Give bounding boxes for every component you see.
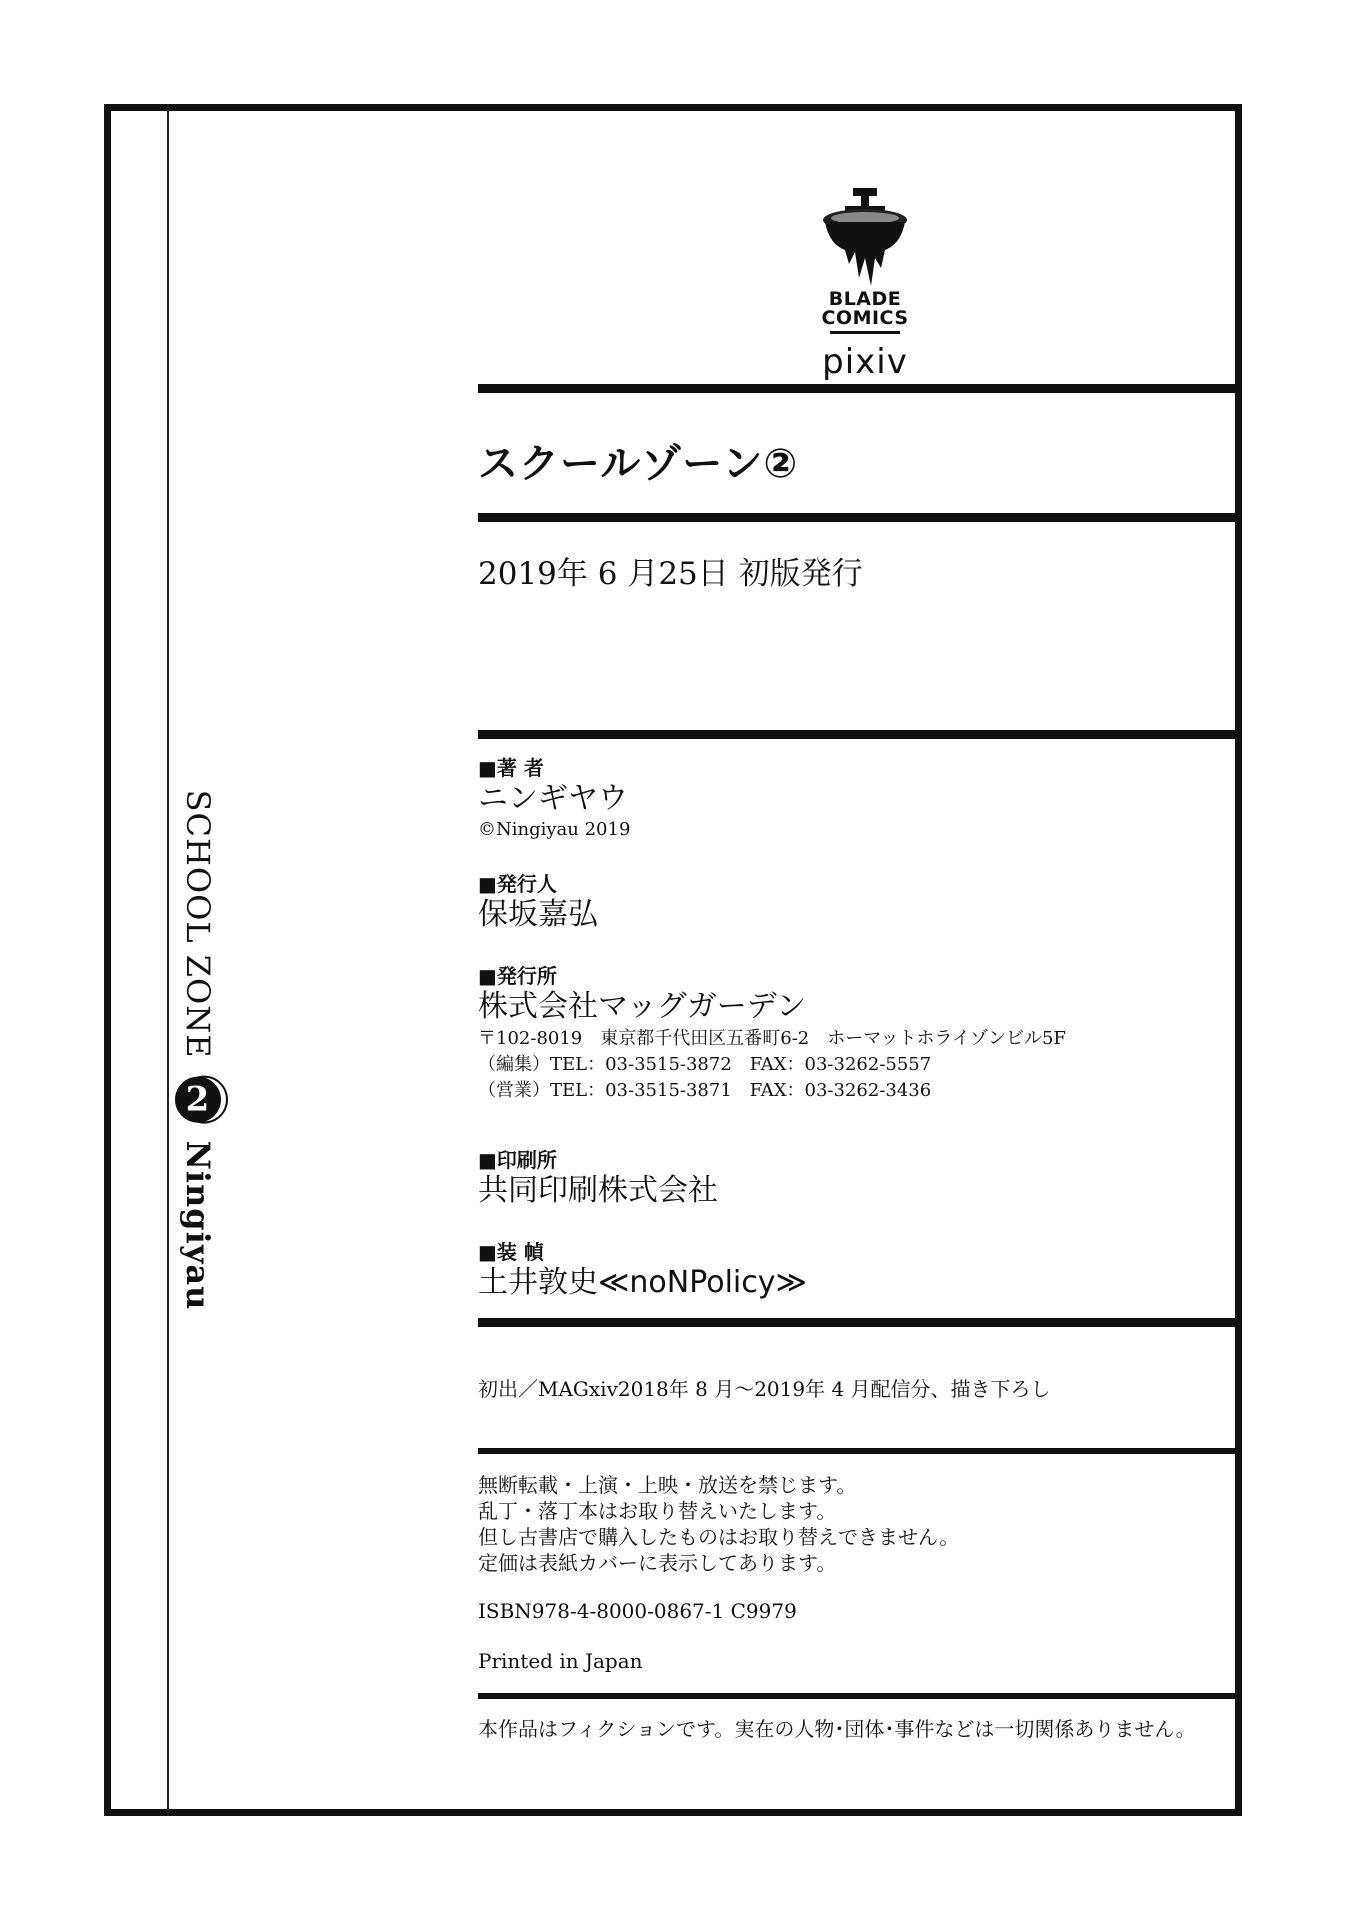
spine-label [175, 790, 221, 1311]
issuer-section [478, 872, 598, 934]
design-section [478, 1240, 807, 1302]
printer-label: ■印刷所 [478, 1148, 557, 1172]
brand-underline [830, 331, 900, 334]
design-label: ■装 幀 [478, 1240, 544, 1264]
blade-comics-logo [810, 188, 920, 382]
anvil-logo-icon [819, 188, 911, 290]
notice-item: 乱丁・落丁本はお取り替えいたします。 [478, 1499, 837, 1523]
publisher-address: 〒102-8019 東京都千代田区五番町6-2 ホーマットホライゾンビル5F [478, 1028, 1066, 1049]
divider-first-appearance [478, 1318, 1242, 1327]
isbn: ISBN978-4-8000-0867-1 C9979 [478, 1599, 797, 1623]
publisher-label: ■発行所 [478, 964, 557, 988]
issuer-label: ■発行人 [478, 872, 557, 896]
first-appearance: 初出／MAGxiv2018年 8 月〜2019年 4 月配信分、描き下ろし [478, 1377, 1051, 1401]
fiction-notice: 本作品はフィクションです。実在の人物･団体･事件などは一切関係ありません。 [478, 1717, 1196, 1741]
divider-notices [478, 1448, 1242, 1454]
divider-title [478, 513, 1242, 522]
editorial-contact: （編集）TEL：03-3515-3872 FAX：03-3262-5557 [478, 1054, 932, 1075]
pixiv-logo: pixiv [822, 342, 908, 382]
issuer-name: 保坂嘉弘 [478, 897, 598, 932]
book-title: スクールゾーン② [478, 441, 799, 487]
author-label: ■著 者 [478, 756, 544, 780]
sales-contact: （営業）TEL：03-3515-3871 FAX：03-3262-3436 [478, 1080, 932, 1101]
spine-divider [167, 104, 169, 1816]
author-name: ニンギヤウ [478, 781, 628, 816]
brand-line-1: BLADE [828, 288, 902, 310]
spine-title: SCHOOL ZONE [179, 789, 217, 1059]
notice-item: 但し古書店で購入したものはお取り替えできません。 [478, 1525, 960, 1549]
printed-in: Printed in Japan [478, 1649, 643, 1673]
printer-section [478, 1148, 718, 1210]
publisher-section [478, 964, 1066, 1104]
spine-author: Ningiyau [179, 1140, 217, 1311]
divider-fiction [478, 1693, 1242, 1699]
brand-line-2: COMICS [821, 307, 909, 329]
notice-item: 無断転載・上演・上映・放送を禁じます。 [478, 1473, 857, 1497]
divider-credits [478, 730, 1242, 739]
copyright: ©Ningiyau 2019 [478, 819, 631, 840]
divider-top [478, 384, 1242, 393]
printer-name: 共同印刷株式会社 [478, 1173, 718, 1208]
author-section [478, 756, 630, 842]
spine-volume-badge: 2 [175, 1077, 221, 1123]
publish-date: 2019年 6 月25日 初版発行 [478, 556, 863, 592]
notice-item: 定価は表紙カバーに表示してあります。 [478, 1551, 837, 1575]
notice-list [478, 1472, 959, 1576]
design-name: 土井敦史≪noNPolicy≫ [478, 1265, 807, 1300]
publisher-name: 株式会社マッグガーデン [478, 989, 807, 1024]
